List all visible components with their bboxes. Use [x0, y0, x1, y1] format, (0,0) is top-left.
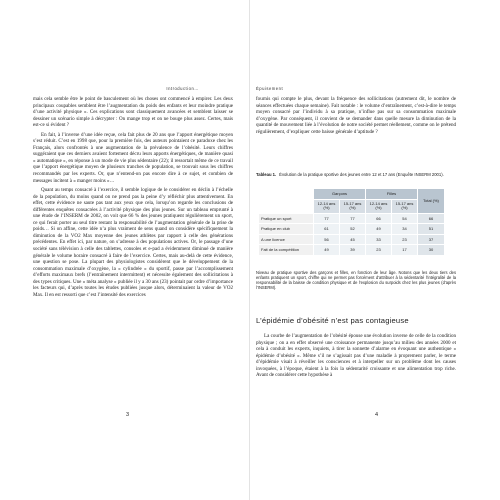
table-cell: 23 [392, 235, 417, 245]
table-cell: 23 [366, 245, 391, 255]
table-cell: 34 [392, 224, 417, 234]
table-cell: 17 [392, 245, 417, 255]
body-text [33, 96, 233, 298]
table-note: Niveau de pratique sportive des garçons et filles, en fonction de leur âge. Notons que les deux tiers des enfants pratiquent un sport, chiffre qui ne permet pas forcément d’attribuer à la sédentarité l’intégralité de la responsabilité de la baisse de condition physique et de l’explosion du surpoids chez les plus jeunes (d’après l’INSERM). [256, 270, 456, 291]
table-cell: 30 [418, 245, 444, 255]
sub-header: 12-14 ans (%) [314, 200, 339, 213]
table-cell: 37 [418, 235, 444, 245]
sub-header: 12-14 ans (%) [366, 200, 391, 213]
paragraph: fournis qui compte le plus, devant la fréquence des sollicitations (autrement dit, le nombre de séances effectuées chaque semaine). Fait notable : le volume d’entraînement, c’est-à-dire le temps moyen consacré par l’individu à sa pratique, n’influe pas sur sa consommation maximale d’oxygène. Par conséquent, il convient de se demander dans quelle mesure la diminution de la quantité de mouvement liée à l’évolution de notre société permet réellement, comme on le prétend régulièrement, d’expliquer cette baisse générale d’aptitude ? [256, 96, 456, 135]
total-header: Total (%) [418, 189, 444, 213]
table-cell: 77 [340, 214, 365, 224]
blank-header [259, 200, 313, 213]
paragraph: En fait, à l’inverse d’une idée reçue, cela fait plus de 20 ans que l’apport énergétique moyen s’est réduit. C’est en 1998 que, pour la première fois, des auteurs pointaient ce paradoxe chez les Français, alors confrontés à une augmentation de la prévalence de l’obésité. Leurs chiffres suggéraient que ces derniers avaient fortement décru leurs apports énergétiques, de manière quasi « automatique », en réponse à un mode de vie plus sédentaire (22); il ressortait même de ce travail que l’apport énergétique moyen de plusieurs tranches de population, se trouvait sous les chiffres recommandés par les experts. Or, que n’entend-on pas encore dire à ce sujet, et combien de messages incitent à « manger moins »… [33, 131, 233, 184]
table-label: Tableau 1. [256, 172, 277, 177]
page-number: 4 [375, 412, 379, 418]
right-page [250, 0, 500, 500]
table-cell: 61 [314, 224, 339, 234]
blank-header [259, 189, 313, 199]
table-row [259, 245, 444, 255]
section-title: L’épidémie d’obésité n’est pas contagieuse [256, 316, 409, 325]
section-body [256, 333, 456, 379]
table-cell: 77 [314, 214, 339, 224]
running-head: Introduction… [166, 86, 199, 91]
paragraph: Quant au temps consacré à l’exercice, il semble logique de le considérer en déclin à l’échelle de la population, du moins quand on ne prend pas la peine d’y réfléchir plus attentivement. En effet, cette évidence ne saute pas tant aux yeux que cela, lorsqu’on regarde les conclusions de différentes enquêtes consacrées à l’activité physique des plus jeunes. Sur un tableau emprunté à une étude de l’INSERM de 2002, on voit que 66 % des jeunes pratiquent régulièrement un sport, ce qui ferait porter au seul titre restant la responsabilité de l’augmentation générale de la prise de poids… Si on affine, cette idée n’a plus vraiment de sens quand on considère spécifiquement la diminution de la VO2 Max moyenne des jeunes athlètes par rapport à celle des générations précédentes. En effet ici, par nature, on s’adresse à des populations actives. Or, le passage d’une société sans télévision à celle des tablettes, consoles et e-pad a évidemment diminué de manière générale le volume horaire consacré à faire de l’exercice. Certes, mais au-delà de cette évidence, une question se pose. La plupart des physiologistes considèrent que le développement de la consommation maximale d’oxygène, la « cylindrée » du sportif, passe par l’accomplissement d’efforts maximaux brefs (l’entraînement intermittent) et nécessite également des sollicitations à des types critiques. Une « méta analyse » publiée il y a 30 ans (23) pointait par ordre d’importance les facteurs qui, d’après toutes les études publiées jusque alors, déterminaient la valeur de VO2 Max. Il en est ressorti que c’est l’intensité des exercices [33, 187, 233, 298]
table-cell: 49 [366, 224, 391, 234]
table-cell: 52 [340, 224, 365, 234]
table-caption-text: Évolution de la pratique sportive des jeunes entre 12 et 17 ans (Enquête INSERM 2001). [279, 172, 444, 177]
group-header-girls: Filles [366, 189, 417, 199]
table-cell: 49 [314, 245, 339, 255]
table-cell: 51 [418, 224, 444, 234]
table-cell: 66 [366, 214, 391, 224]
table-cell: 39 [340, 245, 365, 255]
row-label: A une licence [259, 235, 313, 245]
row-label: Fait de la compétition [259, 245, 313, 255]
page-number: 3 [126, 412, 130, 418]
body-text [256, 96, 456, 135]
table-caption [256, 172, 456, 177]
group-header-boys: Garçons [314, 189, 365, 199]
paragraph: La courbe de l’augmentation de l’obésité épouse une évolution inverse de celle de la condition physique ; on a en effet observé une croissance permanente jusqu’au milieu des années 2000 et cela à conduit les experts, inquiets, à tirer la sonnette d’alarme en évoquant une authentique « épidémie d’obésité ». Même s’il ne s’agissait pas d’une maladie à proprement parler, le terme d’épidémie visait à réveiller les consciences et à interpeller sur un problème dont les causes invoquées, à l’époque, étaient à la fois la sédentarité croissante et une alimentation trop riche. Avant de considérer cette hypothèse à [256, 333, 456, 379]
data-table [258, 188, 445, 256]
running-head: Épuisement [256, 86, 284, 91]
table-cell: 66 [418, 214, 444, 224]
row-label: Pratique un sport [259, 214, 313, 224]
table-row [259, 214, 444, 224]
table-cell: 56 [314, 235, 339, 245]
table-cell: 33 [366, 235, 391, 245]
table-row [259, 224, 444, 234]
table-row [259, 235, 444, 245]
row-label: Pratique en club [259, 224, 313, 234]
sub-header: 15-17 ans (%) [340, 200, 365, 213]
table-cell: 54 [392, 214, 417, 224]
paragraph: mais cela semble être le point de basculement où les choses ont commencé à empirer. Les deux principaux coupables semblent être l’augmentation du poids des enfants et leur moindre pratique d’une activité physique ». Ces explications sont classiquement avancées et semblent laisser se dessiner un scénario simple à décrypter : On mange trop et on ne bouge plus assez. Certes, mais est-ce si évident ? [33, 96, 233, 129]
table-cell: 45 [340, 235, 365, 245]
sub-header: 15-17 ans (%) [392, 200, 417, 213]
